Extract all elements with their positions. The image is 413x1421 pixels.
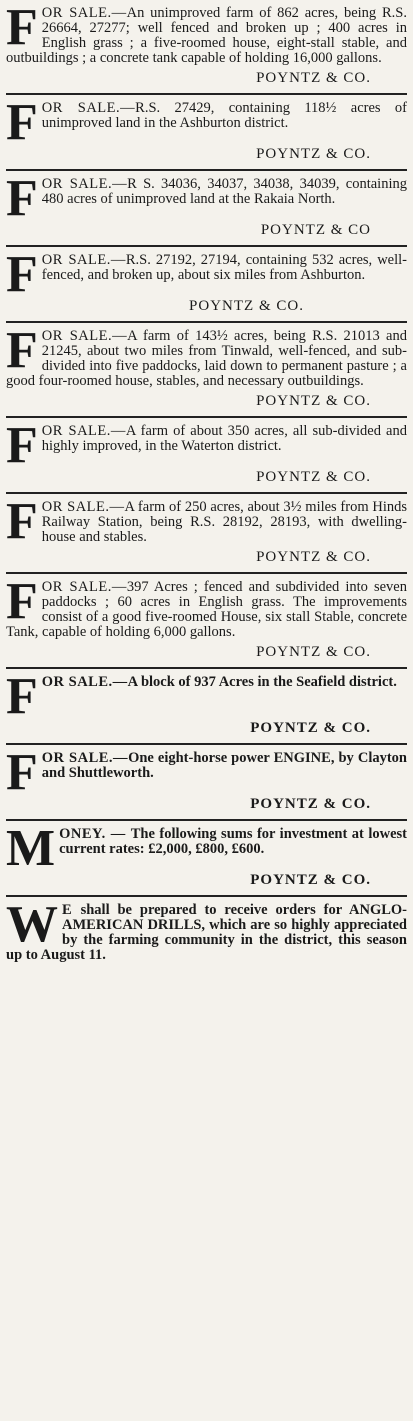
ad-body (6, 751, 407, 781)
ad-body (6, 322, 407, 389)
ad-body (6, 896, 408, 963)
advertisement-143-acres (4, 323, 409, 416)
ad-body (6, 101, 407, 131)
ad-signature: POYNTZ & CO. (256, 644, 371, 660)
ad-signature: POYNTZ & CO. (256, 469, 371, 485)
drop-cap: W (6, 896, 58, 953)
ad-text: A farm of 143½ acres, being R.S. 21013 and 21245, about two miles from Tinwald, well-fenced, and sub-divided into five paddocks, laid down to permanent pasture ; a good four-roomed house, stables, and necessary outbuildings. (6, 328, 407, 389)
ad-signature: POYNTZ & CO. (189, 298, 304, 314)
ad-body (6, 675, 407, 690)
drop-cap: F (6, 668, 38, 725)
ad-text: A farm of about 350 acres, all sub-divided and highly improved, in the Waterton district. (41, 423, 407, 454)
advertisement-anglo-american-drills (4, 897, 409, 969)
ad-body (6, 0, 407, 66)
ad-text: R S. 34036, 34037, 34038, 34039, containing 480 acres of unimproved land at the Rakaia North. (41, 176, 407, 207)
ad-lead: OR SALE.— (41, 750, 129, 766)
drop-cap: F (6, 0, 38, 56)
ad-text: An unimproved farm of 862 acres, being R.S. 26664, 27277; well fenced and broken up ; 400 acres in English grass ; a five-roomed house, eight-stall stable, and outbuildings ; a concrete tank capable of holding 16,000 gallons. (6, 5, 407, 66)
advertisement-farm-862-acres (4, 0, 409, 93)
advertisement-seafield-937-acres (4, 669, 409, 743)
ad-lead: OR SALE.— (41, 499, 125, 515)
ad-body (6, 177, 407, 207)
ad-lead: OR SALE.— (41, 176, 128, 192)
ad-body (6, 424, 407, 454)
ad-signature: POYNTZ & CO. (250, 796, 371, 812)
advertisement-532-acres (4, 247, 409, 321)
ad-lead: OR SALE.— (41, 423, 126, 439)
drop-cap: F (6, 573, 38, 630)
ad-lead: OR SALE.— (41, 252, 126, 268)
ad-body (6, 573, 407, 640)
advertisement-rakaia-north (4, 171, 409, 245)
drop-cap: F (6, 246, 38, 303)
ad-signature: POYNTZ & CO. (256, 549, 371, 565)
ad-text: shall be prepared to receive orders for ANGLO-AMERICAN DRILLS, which are so highly appreciated by the farming community in the district, this season up to August 11. (6, 902, 408, 963)
advertisement-money (4, 821, 409, 895)
drop-cap: F (6, 94, 38, 151)
ad-text: The following sums for investment at lowest current rates: £2,000, £800, £600. (59, 826, 408, 857)
ad-text: A farm of 250 acres, about 3½ miles from Hinds Railway Station, being R.S. 28192, 28193, with dwelling-house and stables. (41, 499, 407, 545)
drop-cap: F (6, 493, 38, 550)
advertisement-250-acres-hinds (4, 494, 409, 572)
ad-signature: POYNTZ & CO. (256, 393, 371, 409)
ad-lead: ONEY. — (59, 826, 131, 842)
drop-cap: F (6, 170, 38, 227)
ad-lead: OR SALE.— (41, 674, 128, 690)
ad-lead: OR SALE.— (41, 100, 136, 116)
ad-text: One eight-horse power ENGINE, by Clayton and Shuttleworth. (41, 750, 407, 781)
ad-body (6, 253, 407, 283)
ad-lead: OR SALE.— (41, 328, 128, 344)
advertisement-waterton-350-acres (4, 418, 409, 492)
drop-cap: M (6, 820, 56, 877)
advertisement-engine (4, 745, 409, 819)
drop-cap: F (6, 744, 38, 801)
ad-text: A block of 937 Acres in the Seafield district. (127, 674, 397, 690)
ad-lead: E (62, 902, 81, 918)
ad-text: R.S. 27192, 27194, containing 532 acres, well-fenced, and broken up, about six miles from Ashburton. (41, 252, 407, 283)
ad-signature: POYNTZ & CO (260, 222, 371, 238)
ad-body (6, 493, 407, 550)
ad-signature: POYNTZ & CO. (250, 720, 371, 736)
ad-signature: POYNTZ & CO. (250, 872, 371, 888)
ad-body (6, 827, 407, 857)
ad-lead: OR SALE.— (41, 5, 127, 21)
ad-signature: POYNTZ & CO. (256, 70, 371, 86)
ad-signature: POYNTZ & CO. (256, 146, 371, 162)
ad-text: R.S. 27429, containing 118½ acres of unimproved land in the Ashburton district. (41, 100, 407, 131)
drop-cap: F (6, 417, 38, 474)
advertisement-397-acres (4, 574, 409, 667)
advertisement-rs-27429 (4, 95, 409, 169)
ad-lead: OR SALE.— (41, 579, 127, 595)
drop-cap: F (6, 322, 38, 379)
ad-text: 397 Acres ; fenced and subdivided into seven paddocks ; 60 acres in English grass. The improvements consist of a good five-roomed House, six stall Stable, concrete Tank, capable of holding 6,000 gallons. (6, 579, 407, 640)
